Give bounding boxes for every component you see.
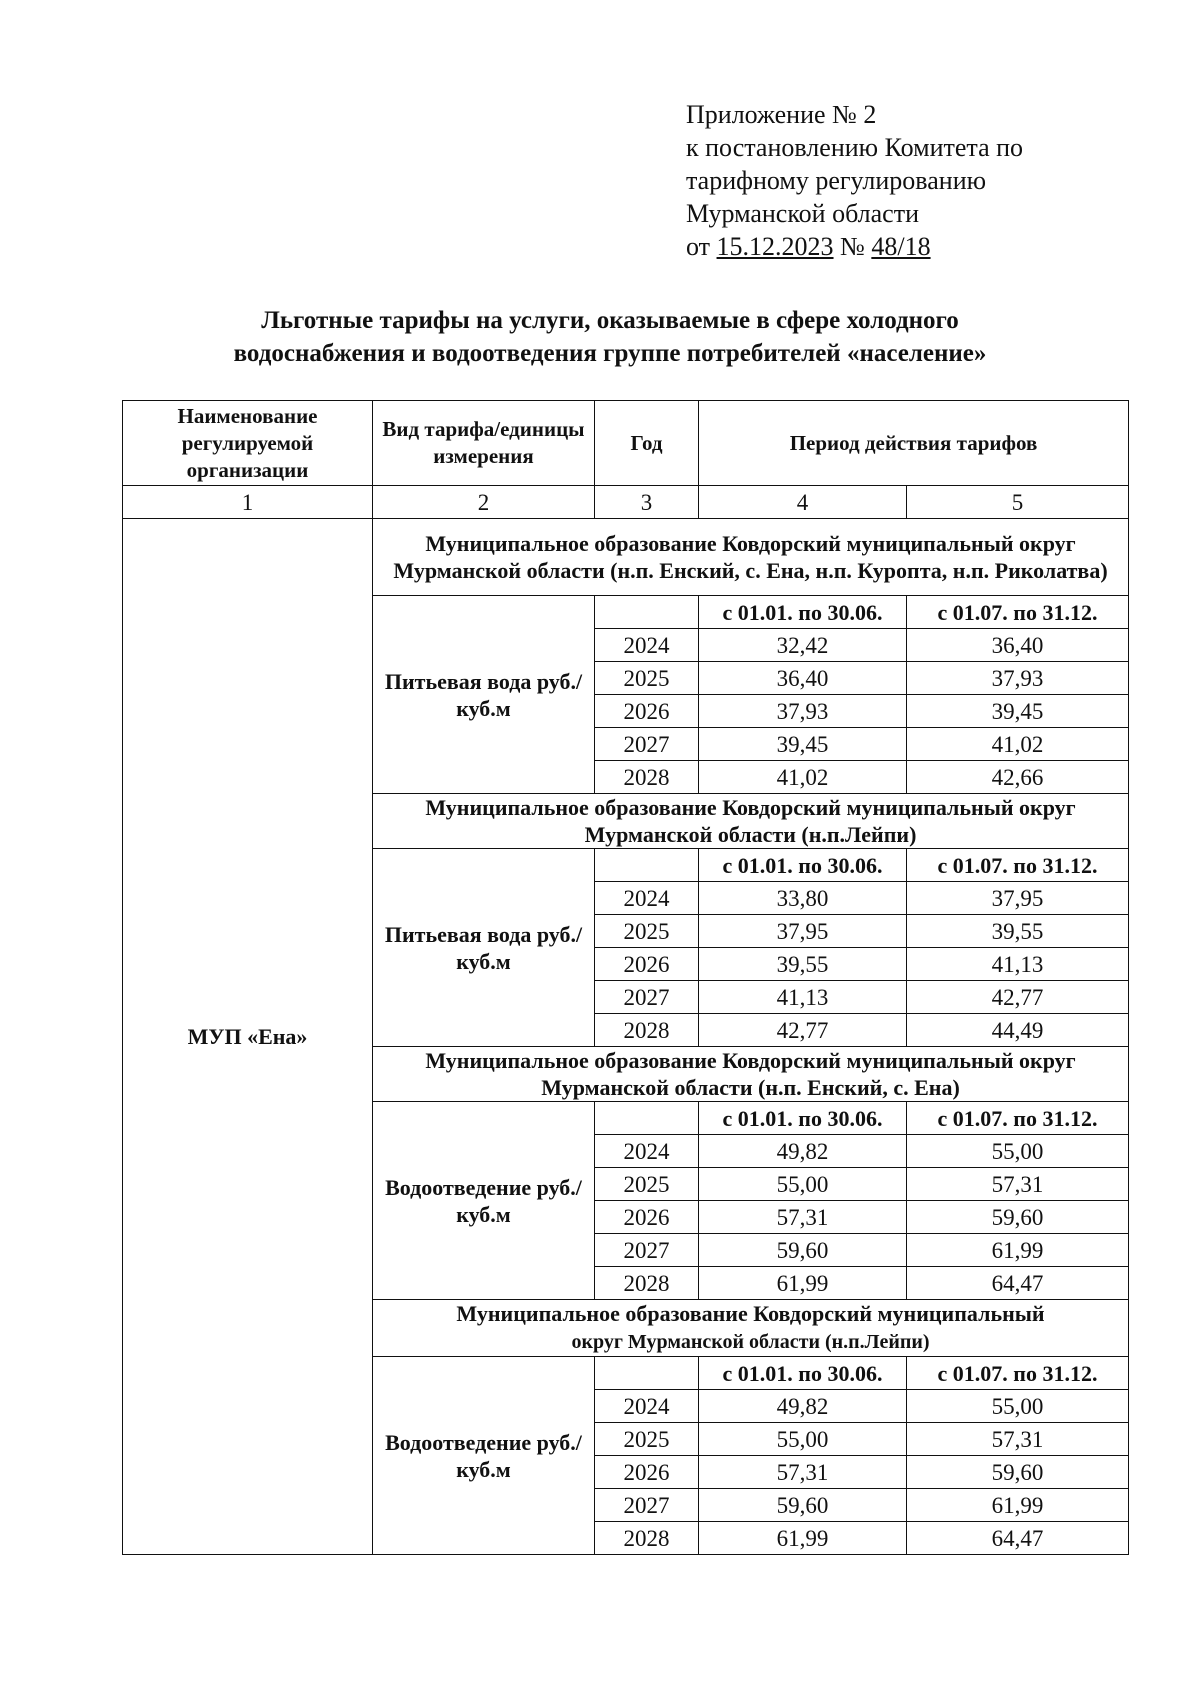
value-second-half: 42,66	[907, 761, 1129, 794]
empty-cell	[595, 596, 699, 629]
year-cell: 2024	[595, 882, 699, 915]
tariff-kind: Питьевая вода руб./куб.м	[373, 849, 595, 1047]
year-cell: 2028	[595, 1267, 699, 1300]
year-cell: 2024	[595, 629, 699, 662]
value-second-half: 55,00	[907, 1135, 1129, 1168]
period-second-half: с 01.07. по 31.12.	[907, 849, 1129, 882]
value-second-half: 55,00	[907, 1390, 1129, 1423]
year-cell: 2027	[595, 981, 699, 1014]
year-cell: 2026	[595, 1456, 699, 1489]
value-second-half: 39,45	[907, 695, 1129, 728]
value-second-half: 57,31	[907, 1168, 1129, 1201]
value-first-half: 42,77	[699, 1014, 907, 1047]
value-second-half: 64,47	[907, 1522, 1129, 1555]
column-number: 4	[699, 486, 907, 519]
municipality-name: Муниципальное образование Ковдорский муниципальный округ Мурманской области (н.п. Енский, с. Ена)	[373, 1047, 1129, 1102]
document-title	[150, 304, 1070, 370]
year-cell: 2025	[595, 1423, 699, 1456]
appendix-line: к постановлению Комитета по	[686, 133, 1024, 162]
value-first-half: 39,45	[699, 728, 907, 761]
appendix-line: Приложение № 2	[686, 100, 877, 129]
value-second-half: 59,60	[907, 1456, 1129, 1489]
municipality-line: округ Мурманской области (н.п.Лейпи)	[571, 1331, 930, 1353]
tariff-table	[122, 400, 1129, 1555]
column-number: 2	[373, 486, 595, 519]
appendix-date-line	[686, 230, 1023, 263]
value-second-half: 36,40	[907, 629, 1129, 662]
value-first-half: 49,82	[699, 1390, 907, 1423]
column-number: 5	[907, 486, 1129, 519]
value-second-half: 39,55	[907, 915, 1129, 948]
municipality-line: Муниципальное образование Ковдорский муниципальный	[456, 1301, 1045, 1326]
empty-cell	[595, 1357, 699, 1390]
value-second-half: 37,95	[907, 882, 1129, 915]
value-first-half: 49,82	[699, 1135, 907, 1168]
header-org: Наименование регулируемой организации	[123, 401, 373, 486]
title-line: Льготные тарифы на услуги, оказываемые в сфере холодного	[261, 307, 959, 334]
tariff-kind: Водоотведение руб./куб.м	[373, 1357, 595, 1555]
tariff-kind: Питьевая вода руб./куб.м	[373, 596, 595, 794]
column-number: 1	[123, 486, 373, 519]
year-cell: 2026	[595, 948, 699, 981]
value-first-half: 37,93	[699, 695, 907, 728]
municipality-name: Муниципальное образование Ковдорский муниципальный округ Мурманской области (н.п.Лейпи)	[373, 794, 1129, 849]
municipality-row	[123, 519, 1129, 596]
value-first-half: 41,13	[699, 981, 907, 1014]
year-cell: 2028	[595, 1014, 699, 1047]
value-first-half: 33,80	[699, 882, 907, 915]
value-first-half: 59,60	[699, 1234, 907, 1267]
value-second-half: 59,60	[907, 1201, 1129, 1234]
period-first-half: с 01.01. по 30.06.	[699, 849, 907, 882]
period-first-half: с 01.01. по 30.06.	[699, 1102, 907, 1135]
value-second-half: 37,93	[907, 662, 1129, 695]
resolution-date: 15.12.2023	[716, 232, 834, 261]
year-cell: 2026	[595, 1201, 699, 1234]
value-second-half: 44,49	[907, 1014, 1129, 1047]
header-row	[123, 401, 1129, 486]
year-cell: 2025	[595, 1168, 699, 1201]
year-cell: 2024	[595, 1390, 699, 1423]
value-first-half: 37,95	[699, 915, 907, 948]
appendix-date-prefix: от	[686, 232, 717, 261]
value-first-half: 57,31	[699, 1456, 907, 1489]
appendix-block	[686, 98, 1023, 263]
year-cell: 2028	[595, 761, 699, 794]
value-first-half: 61,99	[699, 1267, 907, 1300]
value-first-half: 55,00	[699, 1168, 907, 1201]
value-second-half: 41,13	[907, 948, 1129, 981]
value-second-half: 64,47	[907, 1267, 1129, 1300]
value-second-half: 42,77	[907, 981, 1129, 1014]
value-first-half: 59,60	[699, 1489, 907, 1522]
year-cell: 2028	[595, 1522, 699, 1555]
year-cell: 2025	[595, 662, 699, 695]
header-kind: Вид тарифа/единицы измерения	[373, 401, 595, 486]
header-period: Период действия тарифов	[699, 401, 1129, 486]
column-number: 3	[595, 486, 699, 519]
year-cell: 2027	[595, 728, 699, 761]
value-first-half: 57,31	[699, 1201, 907, 1234]
year-cell: 2026	[595, 695, 699, 728]
period-second-half: с 01.07. по 31.12.	[907, 1357, 1129, 1390]
period-second-half: с 01.07. по 31.12.	[907, 596, 1129, 629]
value-second-half: 61,99	[907, 1234, 1129, 1267]
empty-cell	[595, 1102, 699, 1135]
year-cell: 2024	[595, 1135, 699, 1168]
period-first-half: с 01.01. по 30.06.	[699, 1357, 907, 1390]
organization-name: МУП «Ена»	[123, 519, 373, 1555]
value-first-half: 39,55	[699, 948, 907, 981]
value-second-half: 57,31	[907, 1423, 1129, 1456]
empty-cell	[595, 849, 699, 882]
year-cell: 2027	[595, 1234, 699, 1267]
municipality-name	[373, 1300, 1129, 1357]
value-second-half: 41,02	[907, 728, 1129, 761]
value-first-half: 41,02	[699, 761, 907, 794]
column-number-row	[123, 486, 1129, 519]
period-first-half: с 01.01. по 30.06.	[699, 596, 907, 629]
year-cell: 2025	[595, 915, 699, 948]
header-year: Год	[595, 401, 699, 486]
year-cell: 2027	[595, 1489, 699, 1522]
value-first-half: 61,99	[699, 1522, 907, 1555]
tariff-kind: Водоотведение руб./куб.м	[373, 1102, 595, 1300]
appendix-line: тарифному регулированию	[686, 166, 987, 195]
value-first-half: 36,40	[699, 662, 907, 695]
number-sign: №	[833, 232, 872, 261]
value-second-half: 61,99	[907, 1489, 1129, 1522]
municipality-name: Муниципальное образование Ковдорский муниципальный округ Мурманской области (н.п. Енский, с. Ена, н.п. Куропта, н.п. Риколатва)	[373, 519, 1129, 596]
value-first-half: 55,00	[699, 1423, 907, 1456]
value-first-half: 32,42	[699, 629, 907, 662]
appendix-line: Мурманской области	[686, 199, 919, 228]
title-line: водоснабжения и водоотведения группе потребителей «население»	[233, 340, 987, 367]
resolution-number: 48/18	[871, 232, 931, 261]
period-second-half: с 01.07. по 31.12.	[907, 1102, 1129, 1135]
